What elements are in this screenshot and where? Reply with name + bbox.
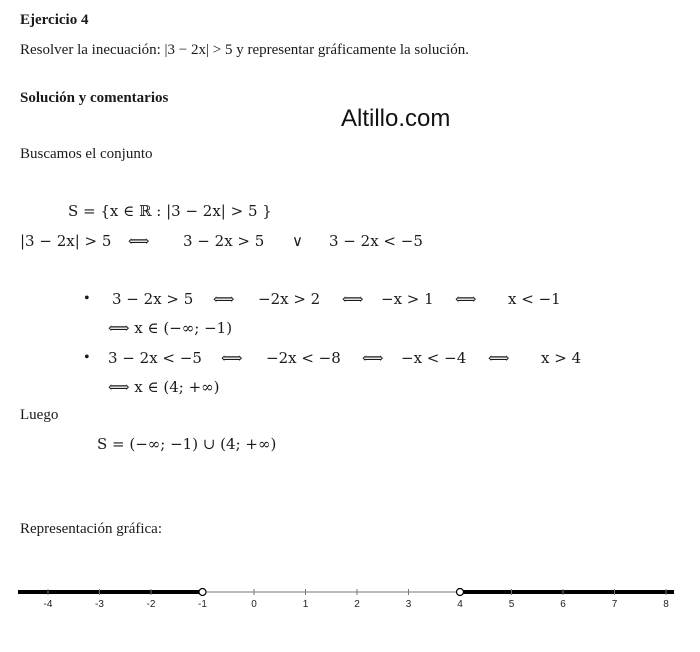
- split-iff: ⟺: [128, 232, 150, 250]
- case-1-step: ⟺: [455, 290, 477, 308]
- solution-heading: Solución y comentarios: [20, 90, 169, 106]
- split-case-a: 3 − 2x > 5: [183, 232, 265, 250]
- open-endpoint: [199, 589, 206, 596]
- tick-label: 8: [663, 599, 669, 610]
- split-or: ∨: [292, 232, 303, 250]
- case-2-step: ⟺: [362, 349, 384, 367]
- case-2-step: 3 − 2x < −5: [108, 349, 202, 367]
- open-endpoint: [457, 589, 464, 596]
- case-2-step: ⟺: [488, 349, 510, 367]
- bullet-2: •: [84, 349, 90, 366]
- watermark: Altillo.com: [341, 105, 451, 132]
- case-2-step: −x < −4: [401, 349, 467, 367]
- case-1-step: −2x > 2: [258, 290, 321, 308]
- tick-label: 7: [611, 599, 618, 610]
- case-1-step: ⟺: [342, 290, 364, 308]
- split-case-b: 3 − 2x < −5: [329, 232, 423, 250]
- tick-label: -4: [43, 599, 53, 610]
- tick-label: 6: [560, 599, 566, 610]
- intro-text: Buscamos el conjunto: [20, 146, 153, 162]
- tick-label: -3: [95, 599, 104, 610]
- case-1-step: ⟺: [213, 290, 235, 308]
- case-1-step: −x > 1: [381, 290, 434, 308]
- tick-label: -1: [198, 599, 207, 610]
- case-1-result: ⟺ x ∈ (−∞; −1): [108, 319, 233, 337]
- case-1-step: 3 − 2x > 5: [112, 290, 194, 308]
- bullet-1: •: [84, 290, 90, 307]
- tick-label: 2: [354, 599, 360, 610]
- tick-label: 0: [251, 599, 257, 610]
- number-line-chart: [0, 578, 700, 618]
- graph-label: Representación gráfica:: [20, 521, 163, 537]
- case-2-step: ⟺: [221, 349, 243, 367]
- tick-label: 4: [457, 599, 463, 610]
- luego-label: Luego: [20, 407, 59, 423]
- case-1-step: x < −1: [508, 290, 561, 308]
- exercise-statement: Resolver la inecuación: |3 − 2x| > 5 y representar gráficamente la solución.: [20, 42, 470, 58]
- tick-label: 1: [302, 599, 309, 610]
- set-definition: S = {x ∈ ℝ : |3 − 2x| > 5 }: [68, 202, 272, 220]
- case-2-result: ⟺ x ∈ (4; +∞): [108, 378, 220, 396]
- exercise-title: Ejercicio 4: [20, 12, 89, 28]
- tick-label: 5: [508, 599, 515, 610]
- split-left: |3 − 2x| > 5: [20, 232, 112, 250]
- case-2-step: x > 4: [541, 349, 582, 367]
- final-set: S = (−∞; −1) ∪ (4; +∞): [97, 435, 277, 453]
- tick-label: 3: [405, 599, 412, 610]
- case-2-step: −2x < −8: [266, 349, 341, 367]
- tick-label: -2: [146, 599, 156, 610]
